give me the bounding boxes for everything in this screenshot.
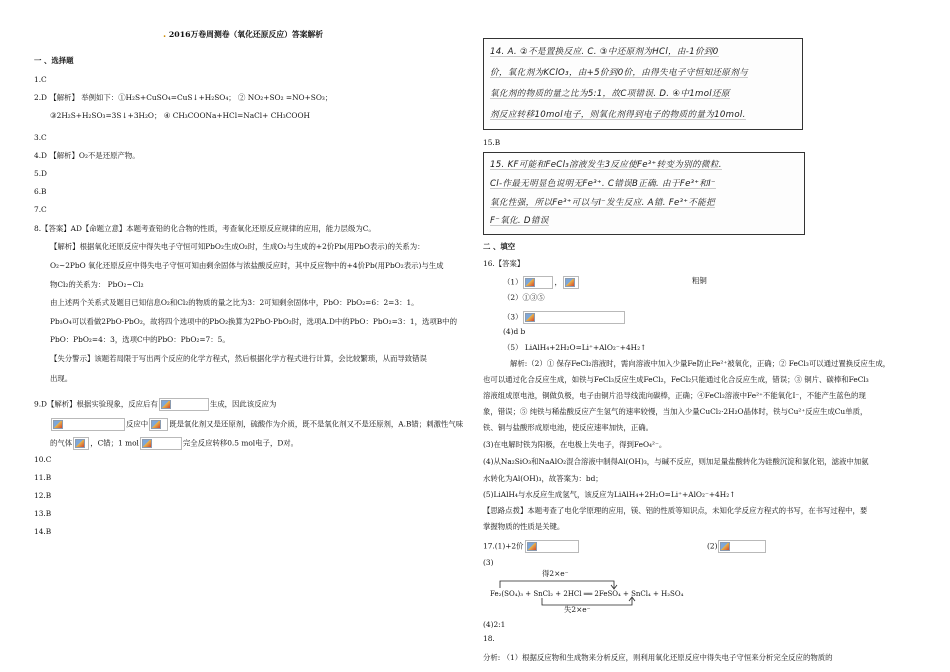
- formula-image-placeholder: [525, 540, 579, 553]
- formula-image-placeholder: [563, 276, 579, 289]
- broken-image-icon: [525, 313, 535, 322]
- handwritten-note-15: [483, 152, 805, 235]
- bullet-dot: .: [163, 30, 167, 40]
- answer-18: 18.: [483, 634, 495, 643]
- answer-2-line-1: 2.D 【解析】 举例如下：①H₂S+CuSO₄=CuS↓+H₂SO₄； ② NO₂+SO₂ =NO+SO₃；: [34, 93, 333, 102]
- handwritten-line: 剂反应转移10mol电子，则氧化剂得到电子的物质的量为10mol.: [490, 110, 746, 120]
- formula-image-placeholder: [718, 540, 766, 553]
- broken-image-icon: [527, 542, 537, 551]
- explanation-line-9: (5)LiAlH₄与水反应生成氢气，该反应为LiAlH₄+2H₂O=Li⁺+AlO₂⁻+4H₂↑: [483, 490, 736, 499]
- formula-image-placeholder: [523, 276, 553, 289]
- answer-8-line-1: 8.【答案】AD【命题立意】本题考查铅的化合物的性质，考查氧化还原反应规律的应用，能力层级为C。: [34, 224, 376, 233]
- label-16-1: （1）: [503, 277, 523, 287]
- answer-2-line-2: ③2H₂S+H₂SO₃=3S↓+3H₂O； ④ CH₃COONa+HCl=NaCl+ CH₃COOH: [50, 111, 310, 120]
- answer-8-line-8: 【失分警示】该题若局限于写出两个反应的化学方程式，然后根据化学方程式进行计算，会比较繁琐，从而导致错误: [50, 354, 427, 363]
- answer-17-4: (4)2:1: [483, 620, 506, 629]
- formula-image-placeholder: [149, 418, 168, 431]
- answer-8-line-4: 物Cl₂的关系为： PbO₂~Cl₂: [50, 280, 144, 289]
- handwritten-line: 氧化性强，所以Fe³⁺可以与I⁻发生反应. A错. Fe³⁺不能把: [490, 198, 715, 208]
- answer-1: 1.C: [34, 75, 47, 84]
- formula-image-placeholder: [73, 437, 89, 450]
- answer-16-heading: 16.【答案】: [483, 259, 525, 268]
- answer-17-2: [707, 540, 767, 553]
- explanation-line-1: 解析:（2）① 保存FeCl₂溶液时，需向溶液中加入少量Fe防止Fe²⁺被氧化，正确；② FeCl₃可以通过置换反应生成，: [510, 359, 891, 368]
- doc-title-line: [163, 30, 323, 40]
- section-fill-heading: 二 、填空: [483, 242, 516, 251]
- handwritten-line: 15. KF可能和FeCl₃溶液发生3反应使Fe³⁺转变为别的微粒.: [490, 160, 722, 170]
- answer-14: 14.B: [34, 527, 52, 536]
- explanation-line-3: 溶液组成原电池，铜做负极，电子由铜片沿导线流向碳棒，正确；④FeCl₂溶液中Fe²⁺不能氧化I⁻，不能产生蓝色的现: [483, 391, 866, 400]
- answer-16-4: (4)d b: [503, 327, 526, 336]
- answer-16-1-word: 粗铜: [692, 276, 707, 285]
- explanation-line-4: 象，错误；⑤ 纯铁与稀盐酸反应产生氢气的速率较慢，当加入少量CuCl₂·2H₂O晶体时，铁与Cu²⁺反应生成Cu单质，: [483, 407, 868, 416]
- answer-9-line-1: [34, 398, 276, 411]
- answer-9-text-g: 完全反应转移0.5 mol电子，D对。: [182, 438, 299, 448]
- answer-8-line-9: 出现。: [50, 374, 73, 383]
- formula-image-placeholder: [51, 418, 125, 431]
- handwritten-line: 氧化剂的物质的量之比为5:1，故C项错误. D. ④中1mol还原: [490, 89, 730, 99]
- answer-9-text-a: 9.D【解析】根据实验现象，反应后有: [34, 399, 158, 409]
- answer-9-text-f: ，C错；1 mol: [90, 438, 139, 448]
- handwritten-line: F⁻氧化. D错误: [490, 216, 549, 226]
- explanation-line-10: 【思路点拨】本题考查了电化学原理的应用，镁、铝的性质等知识点，未知化学反应方程式的书写，在书写过程中，要: [483, 506, 868, 515]
- analysis-line: 分析: （1）根据反应物和生成物来分析反应，则利用氧化还原反应中得失电子守恒来分析完全反应的物质的: [483, 653, 833, 662]
- explanation-line-2: 也可以通过化合反应生成，如铁与FeCl₃反应生成FeCl₂，FeCl₂只能通过化合反应生成，错误；③ 铜片、碳棒和FeCl₃: [483, 375, 869, 384]
- answer-7: 7.C: [34, 205, 47, 214]
- answer-8-line-6: Pb₃O₄可以看做2PbO·PbO₂，故将四个选项中的PbO₂换算为2PbO·PbO₂时，选项A.D中的PbO：PbO₂=3：1，选项B中的: [50, 317, 457, 326]
- answer-9-text-e: 的气体: [50, 438, 73, 448]
- handwritten-line: 价，氧化剂为KClO₃，由+5价到0价，由得失电子守恒知还原剂与: [490, 68, 748, 78]
- answer-11: 11.B: [34, 473, 52, 482]
- answer-17-1: [483, 540, 580, 553]
- broken-image-icon: [565, 278, 575, 287]
- answer-15: 15.B: [483, 138, 501, 147]
- explanation-line-6: (3)在电解时铁为阳极，在电极上失电子，得到FeO₄²⁻。: [483, 440, 667, 449]
- broken-image-icon: [525, 278, 535, 287]
- broken-image-icon: [151, 420, 161, 429]
- handwritten-note-14: [483, 38, 803, 130]
- answer-13: 13.B: [34, 509, 52, 518]
- answer-8-line-5: 由上述两个关系式及题目已知信息O₂和Cl₂的物质的量之比为3：2可知剩余固体中，PbO：PbO₂=6：2=3：1。: [50, 298, 419, 307]
- broken-image-icon: [142, 439, 152, 448]
- label-17-2: (2): [707, 541, 718, 551]
- answer-8-line-3: O₂~2PbO 氧化还原反应中得失电子守恒可知由剩余固体与浓盐酸反应时，其中反应物中的+4价Pb(用PbO₂表示)与生成: [50, 261, 444, 270]
- formula-image-placeholder: [140, 437, 182, 450]
- answer-17-3-label: (3): [483, 558, 494, 567]
- doc-title: 2016万卷周测卷（氧化还原反应）答案解析: [168, 30, 324, 39]
- explanation-line-7: (4)从Na₂SiO₃和NaAlO₂混合溶液中制得Al(OH)₃，与碱不反应，则加足量盐酸转化为硅酸沉淀和氯化铝，滤液中加氨: [483, 457, 869, 466]
- answer-4: 4.D 【解析】O₂不是还原产物。: [34, 151, 140, 160]
- answer-9-line-2: [50, 418, 463, 431]
- answer-8-line-2: 【解析】根据氧化还原反应中得失电子守恒可知PbO₂生成O₂时，生成O₂与生成的+2价Pb(用PbO表示)的关系为：: [50, 242, 425, 251]
- explanation-line-11: 掌握物质的性质是关键。: [483, 522, 565, 531]
- answer-6: 6.B: [34, 187, 47, 196]
- broken-image-icon: [720, 542, 730, 551]
- electron-transfer-diagram: [480, 566, 720, 616]
- answer-16-2: （2）①③⑤: [503, 293, 545, 302]
- answer-16-1: （1） ，: [503, 276, 580, 289]
- answer-8-line-7: PbO：PbO₂=4：3，选项C中的PbO：PbO₂=7：5。: [50, 335, 230, 344]
- label-17-1: 17.(1)+2价: [483, 541, 524, 551]
- section-choice-heading: 一 、选择题: [34, 56, 74, 65]
- broken-image-icon: [161, 400, 171, 409]
- explanation-line-5: 铁、铜与盐酸形成原电池，使反应速率加快，正确。: [483, 423, 653, 432]
- formula-image-placeholder: [523, 311, 625, 324]
- handwritten-line: Cl-作最无明显色说明无Fe³⁺. C错误B正确. 由于Fe³⁺和I⁻: [490, 179, 716, 189]
- gain-electrons-label: 得2×e⁻: [542, 569, 569, 578]
- answer-16-5: （5） LiAlH₄+2H₂O=Li⁺+AlO₂⁻+4H₂↑: [503, 343, 647, 352]
- explanation-line-8: 水转化为Al(OH)₃，故答案为：bd；: [483, 474, 603, 483]
- answer-9-text-c: 反应中: [126, 419, 149, 429]
- label-16-3: （3）: [503, 312, 523, 322]
- answer-10: 10.C: [34, 455, 52, 464]
- answer-9-text-b: 生成，因此该反应为: [209, 399, 277, 409]
- broken-image-icon: [53, 420, 63, 429]
- answer-5: 5.D: [34, 169, 47, 178]
- answer-12: 12.B: [34, 491, 52, 500]
- lose-electrons-label: 失2×e⁻: [564, 605, 591, 614]
- answer-9-line-3: [50, 437, 298, 450]
- answer-3: 3.C: [34, 133, 47, 142]
- redox-equation: Fe₂(SO₄)₃ + SnCl₂ + 2HCl ══ 2FeSO₄ + SnCl₄ + H₂SO₄: [490, 590, 684, 598]
- handwritten-line: 14. A. ②不是置换反应. C. ③中还原剂为HCl，由-1价到0: [490, 47, 719, 57]
- answer-9-text-d: 既是氧化剂又是还原剂，硫酸作为介质，既不是氧化剂又不是还原剂，A.B错；刺激性气味: [169, 419, 464, 429]
- answer-16-3: [503, 311, 626, 324]
- broken-image-icon: [75, 439, 85, 448]
- formula-image-placeholder: [159, 398, 209, 411]
